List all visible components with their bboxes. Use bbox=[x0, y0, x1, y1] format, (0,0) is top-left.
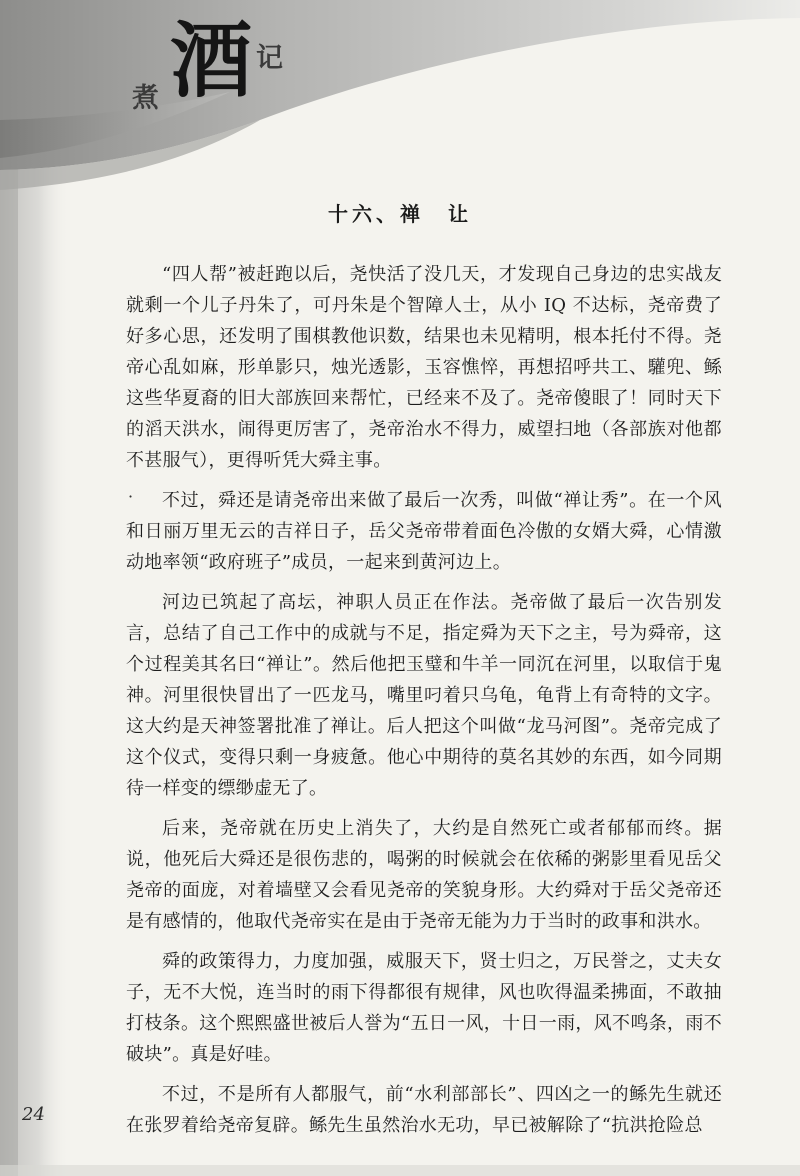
paragraph: 河边已筑起了高坛，神职人员正在作法。尧帝做了最后一次告别发言，总结了自己工作中的成就与不足，指定舜为天下之主，号为舜帝，这个过程美其名曰“禅让”。然后他把玉璧和牛羊一同沉在河里，以取信于鬼神。河里很快冒出了一匹龙马，嘴里叼着只乌龟，龟背上有奇特的文字。这大约是天神签署批准了禅让。后人把这个叫做“龙马河图”。尧帝完成了这个仪式，变得只剩一身疲惫。他心中期待的莫名其妙的东西，如今同期待一样变的缥缈虚无了。 bbox=[126, 592, 722, 799]
paragraph: “四人帮”被赶跑以后，尧快活了没几天，才发现自己身边的忠实战友就剩一个儿子丹朱了，可丹朱是个智障人士，从小 IQ 不达标，尧帝费了好多心思，还发明了围棋教他识数，结果也未见精明，根本托付不得。尧帝心乱如麻，形单影只，烛光透影，玉容憔悴，再想招呼共工、驩兜、鲧这些华夏裔的旧大部族回来帮忙，已经来不及了。尧帝傻眼了！同时天下的滔天洪水，闹得更厉害了，尧帝治水不得力，威望扫地（各部族对他都不甚服气），更得听凭大舜主事。 bbox=[126, 264, 722, 471]
logo-char-jiu: 酒 bbox=[170, 13, 253, 109]
logo-char-zhu: 煮 bbox=[132, 83, 160, 114]
page-number: 24 bbox=[22, 1104, 45, 1125]
logo-char-ji: 记 bbox=[256, 43, 283, 74]
body-text bbox=[126, 259, 722, 1150]
stray-mark: · bbox=[128, 487, 134, 506]
paragraph: 不过，舜还是请尧帝出来做了最后一次秀，叫做“禅让秀”。在一个风和日丽万里无云的吉祥日子，岳父尧帝带着面色冷傲的女婿大舜，心情激动地率领“政府班子”成员，一起来到黄河边上。 bbox=[126, 490, 722, 573]
book-logo bbox=[128, 13, 298, 128]
header-decoration bbox=[0, 0, 800, 200]
paragraph: 后来，尧帝就在历史上消失了，大约是自然死亡或者郁郁而终。据说，他死后大舜还是很伤悲的，喝粥的时候就会在依稀的粥影里看见岳父尧帝的面庞，对着墙壁又会看见尧帝的笑貌身形。大约舜对于岳父尧帝还是有感情的，他取代尧帝实在是由于尧帝无能为力于当时的政事和洪水。 bbox=[126, 818, 722, 932]
paragraph: 舜的政策得力，力度加强，威服天下，贤士归之，万民誉之，丈夫女子，无不大悦，连当时的雨下得都很有规律，风也吹得温柔拂面，不敢抽打枝条。这个熙熙盛世被后人誉为“五日一风，十日一雨，风不鸣条，雨不破块”。真是好哇。 bbox=[126, 951, 722, 1065]
chapter-title: 十六、禅 让 bbox=[328, 202, 472, 226]
paragraph: 不过，不是所有人都服气，前“水利部部长”、四凶之一的鲧先生就还在张罗着给尧帝复辟。鲧先生虽然治水无功，早已被解除了“抗洪抢险总 bbox=[126, 1084, 722, 1136]
